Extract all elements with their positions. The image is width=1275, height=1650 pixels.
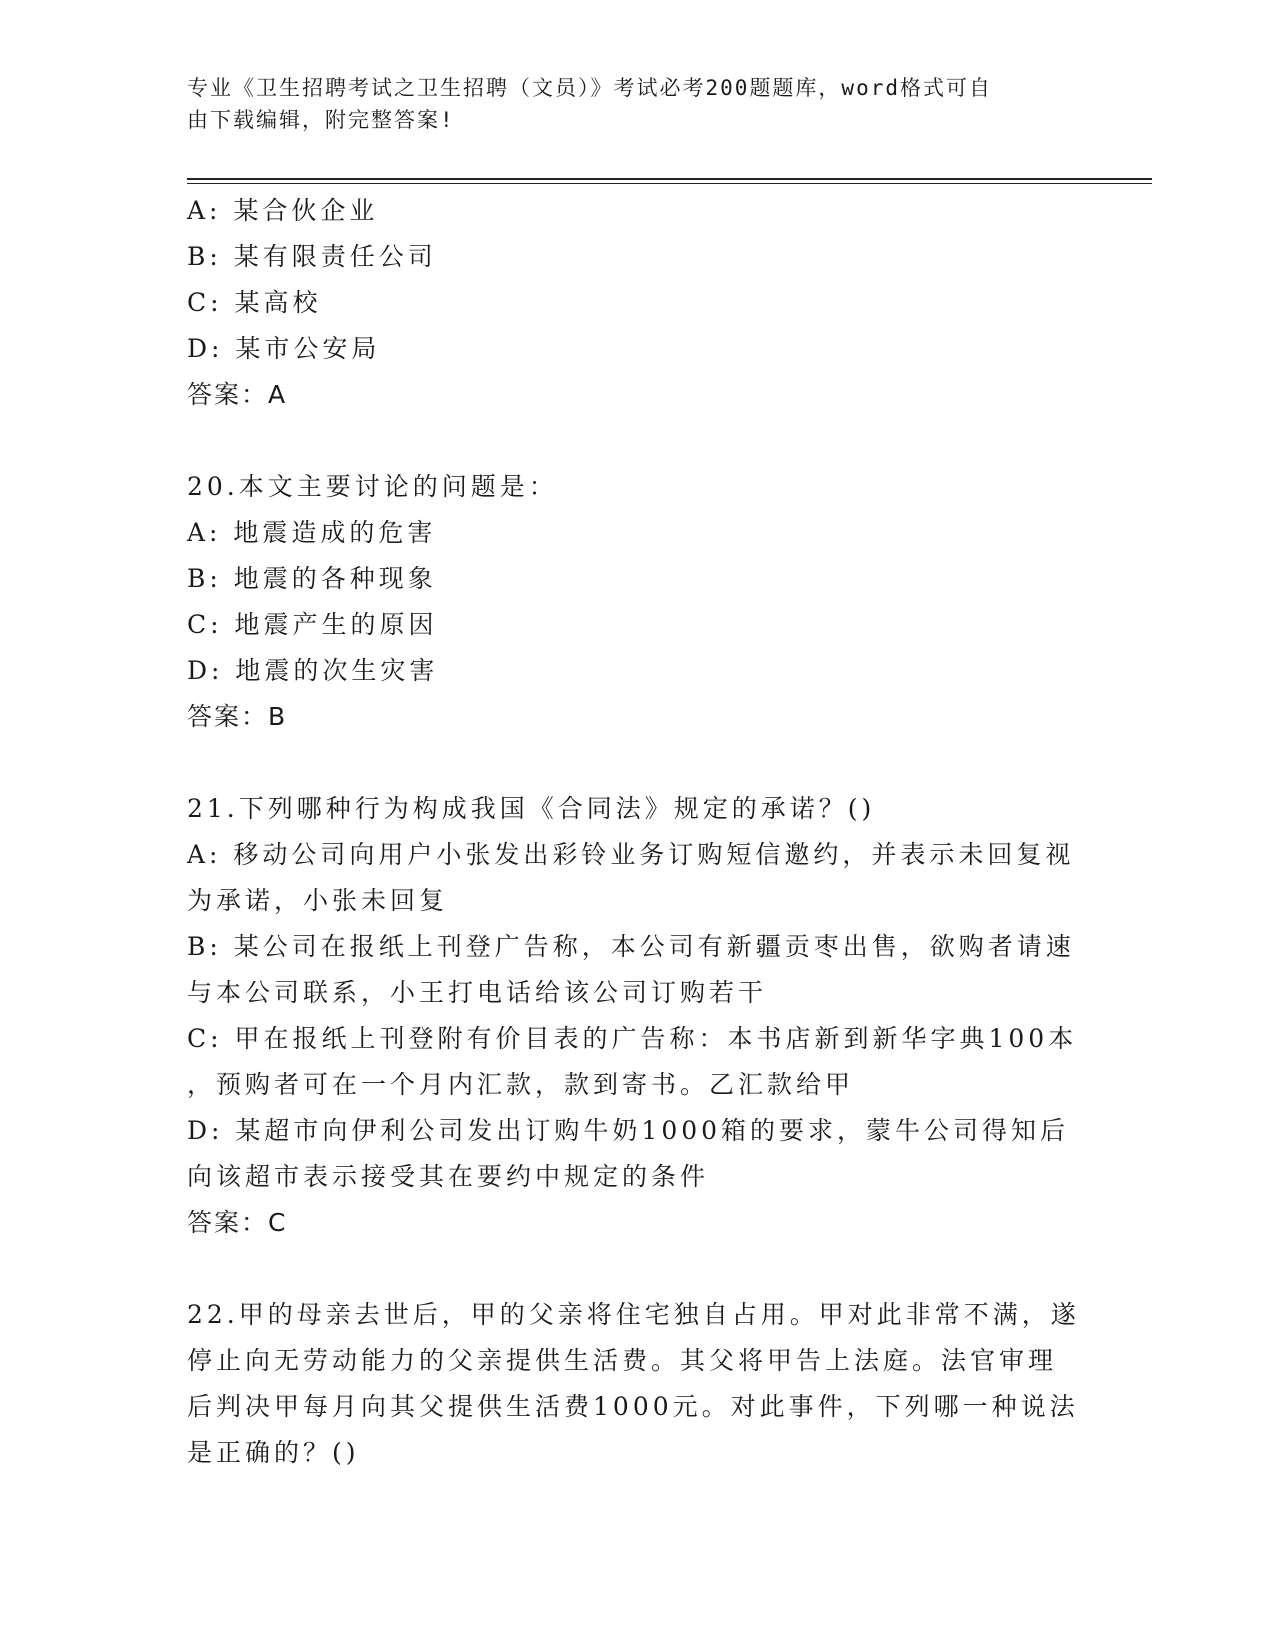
q21-option-b-line-1: B: 某公司在报纸上刊登广告称，本公司有新疆贡枣出售，欲购者请速	[187, 932, 1075, 961]
q21-answer: 答案：C	[187, 1208, 288, 1237]
q20-option-c: C: 地震产生的原因	[187, 610, 438, 639]
q22-question-line-2: 停止向无劳动能力的父亲提供生活费。其父将甲告上法庭。法官审理	[187, 1346, 1058, 1375]
q20-option-b: B: 地震的各种现象	[187, 564, 437, 593]
header-line-2: 由下载编辑，附完整答案!	[187, 108, 455, 132]
q21-option-d-line-2: 向该超市表示接受其在要约中规定的条件	[187, 1162, 710, 1191]
q20-question: 20.本文主要讨论的问题是：	[187, 472, 558, 501]
q22-question-line-1: 22.甲的母亲去世后，甲的父亲将住宅独自占用。甲对此非常不满，遂	[187, 1300, 1080, 1329]
q19-option-c: C: 某高校	[187, 288, 322, 317]
q20-answer: 答案：B	[187, 702, 288, 731]
q19-answer: 答案：A	[187, 380, 288, 409]
header-divider-thin	[187, 183, 1152, 184]
q21-option-c-line-2: ，预购者可在一个月内汇款，款到寄书。乙汇款给甲	[187, 1070, 855, 1099]
question-22-block	[187, 1292, 1087, 1476]
q22-question-line-3: 后判决甲每月向其父提供生活费1000元。对此事件，下列哪一种说法	[187, 1392, 1079, 1421]
question-list	[187, 188, 1087, 1476]
question-20-block	[187, 464, 1087, 740]
header-divider-thick	[187, 178, 1152, 180]
q21-option-a-line-2: 为承诺，小张未回复	[187, 886, 449, 915]
q21-question: 21.下列哪种行为构成我国《合同法》规定的承诺？()	[187, 794, 876, 823]
q20-option-a: A: 地震造成的危害	[187, 518, 437, 547]
header-line-1: 专业《卫生招聘考试之卫生招聘（文员）》考试必考200题题库，word格式可自	[187, 76, 992, 100]
document-header	[187, 72, 1087, 136]
q19-option-d: D: 某市公安局	[187, 334, 381, 363]
question-21-block	[187, 786, 1087, 1246]
q21-option-d-line-1: D: 某超市向伊利公司发出订购牛奶1000箱的要求，蒙牛公司得知后	[187, 1116, 1070, 1145]
q19-option-a: A: 某合伙企业	[187, 196, 379, 225]
q20-option-d: D: 地震的次生灾害	[187, 656, 439, 685]
q21-option-c-line-1: C: 甲在报纸上刊登附有价目表的广告称：本书店新到新华字典100本	[187, 1024, 1078, 1053]
question-19-block	[187, 188, 1087, 418]
q21-option-a-line-1: A: 移动公司向用户小张发出彩铃业务订购短信邀约，并表示未回复视	[187, 840, 1075, 869]
q21-option-b-line-2: 与本公司联系，小王打电话给该公司订购若干	[187, 978, 768, 1007]
q22-question-line-4: 是正确的？()	[187, 1438, 360, 1467]
q19-option-b: B: 某有限责任公司	[187, 242, 437, 271]
